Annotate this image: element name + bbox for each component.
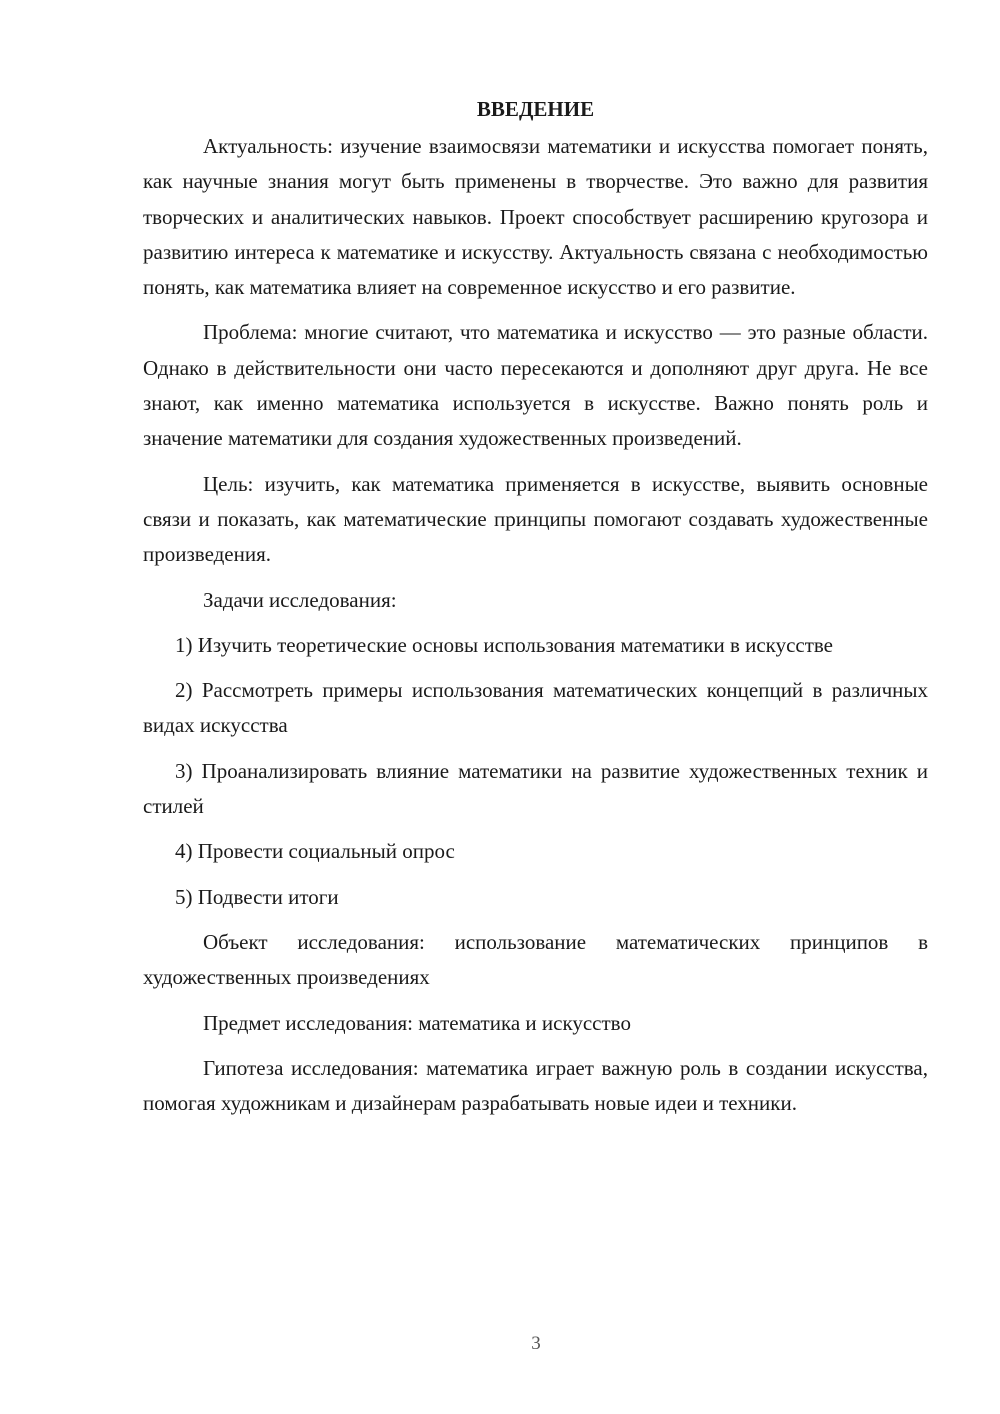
problem-paragraph: Проблема: многие считают, что математика и искусство — это разные области. Однако в действительности они часто пересекаются и дополняют друг друга. Не все знают, как именно математика используется в искусстве. Важно понять роль и значение математики для создания художественных произведений. [143, 320, 928, 451]
task-item-3: 3) Проанализировать влияние математики на развитие художественных техник и стилей [143, 758, 928, 819]
task-item-1: 1) Изучить теоретические основы использования математики в искусстве [175, 632, 834, 657]
task-item-2: 2) Рассмотреть примеры использования математических концепций в различных видах искусства [143, 678, 928, 738]
task-item-5: 5) Подвести итоги [175, 884, 339, 909]
hypothesis-paragraph: Гипотеза исследования: математика играет важную роль в создании искусства, помогая художникам и дизайнерам разрабатывать новые идеи и техники. [143, 1055, 928, 1116]
task-item-4: 4) Провести социальный опрос [175, 839, 455, 864]
document-page [143, 92, 928, 1131]
relevance-paragraph: Актуальность: изучение взаимосвязи математики и искусства помогает понять, как научные знания могут быть применены в творчестве. Это важно для развития творческих и аналитических навыков. Проект способствует расширению кругозора и развитию интереса к математике и искусству. Актуальность связана с необходимостью понять, как математика влияет на современное искусство и его развитие. [143, 134, 928, 300]
page-title: ВВЕДЕНИЕ [476, 97, 595, 121]
object-paragraph: Объект исследования: использование математических принципов в художественных произведениях [143, 929, 928, 990]
page-number: 3 [531, 1333, 541, 1354]
subject-paragraph: Предмет исследования: математика и искусство [203, 1010, 631, 1035]
tasks-heading: Задачи исследования: [203, 587, 397, 612]
goal-paragraph: Цель: изучить, как математика применяется в искусстве, выявить основные связи и показать, как математические принципы помогают создавать художественные произведения. [143, 471, 928, 567]
